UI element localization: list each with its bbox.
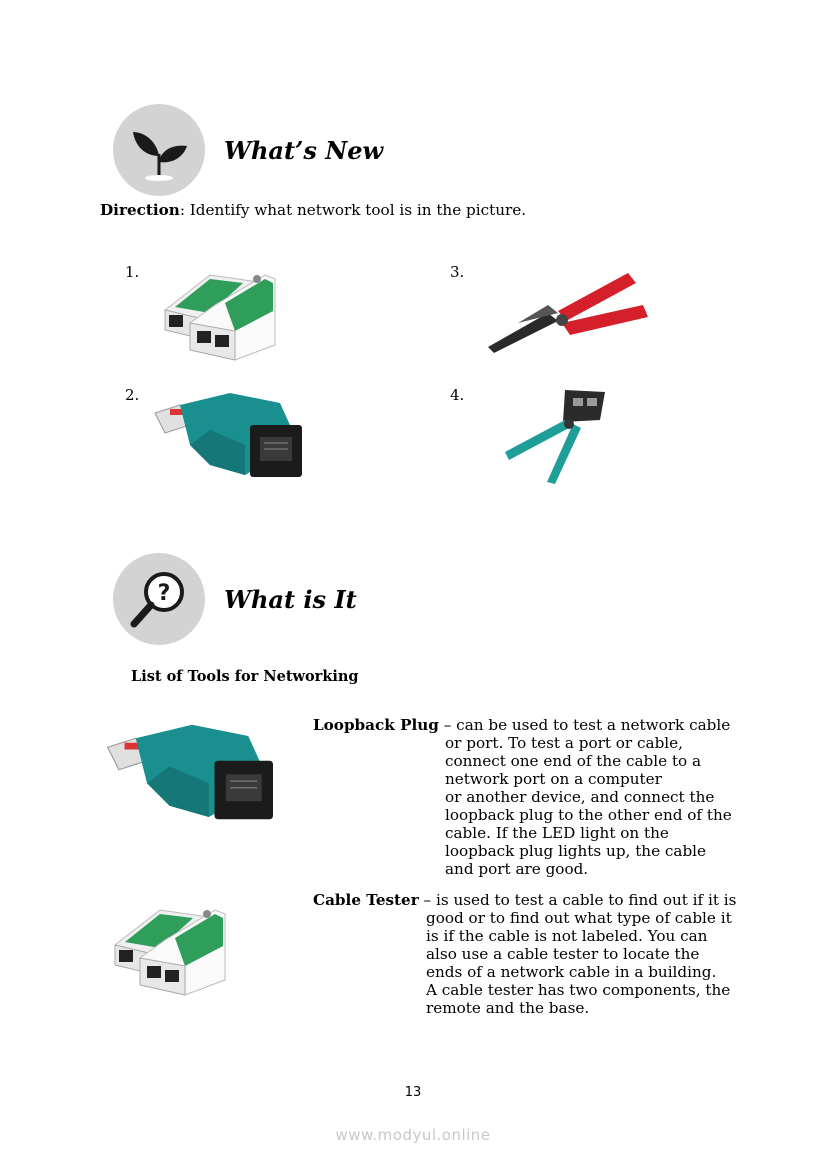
loopback-line: loopback plug to the other end of the (445, 806, 732, 824)
magnifier-question-icon (126, 566, 192, 632)
direction-label: Direction (100, 201, 180, 219)
item-number-4: 4. (450, 386, 465, 404)
sprout-icon (127, 118, 191, 182)
loopback-term: Loopback Plug (313, 716, 439, 734)
loopback-line: cable. If the LED light on the (445, 824, 669, 842)
cable-tester-term: Cable Tester (313, 891, 419, 909)
cable-tester-image-2 (105, 900, 265, 1004)
loopback-line: loopback plug lights up, the cable (445, 842, 707, 860)
cable-tester-continuation (313, 909, 736, 1017)
whats-new-badge (113, 104, 205, 196)
loopback-line: or port. To test a port or cable, (445, 734, 683, 752)
item-number-3: 3. (450, 263, 465, 281)
item-number-2: 2. (125, 386, 140, 404)
cable-tester-line: is if the cable is not labeled. You can (426, 927, 708, 945)
page-number: 13 (404, 1085, 422, 1100)
cable-tester-image-1 (155, 265, 315, 369)
loopback-continuation (313, 734, 732, 878)
item-number-1: 1. (125, 263, 140, 281)
list-heading: List of Tools for Networking (131, 668, 359, 685)
cable-tester-line: A cable tester has two components, the (426, 981, 731, 999)
loopback-line: and port are good. (445, 860, 589, 878)
what-is-it-badge (113, 553, 205, 645)
svg-text:?: ? (157, 581, 171, 606)
cable-tester-first-line: Cable Tester – is used to test a cable to find out if it is (313, 891, 737, 909)
loopback-description (313, 716, 732, 878)
cable-tester-line: also use a cable tester to locate the (426, 945, 700, 963)
crimping-tool-image (495, 380, 615, 494)
loopback-first-line: Loopback Plug – can be used to test a network cable (313, 716, 731, 734)
cable-tester-line: ends of a network cable in a building. (426, 963, 717, 981)
direction-text: : Identify what network tool is in the picture. (179, 201, 527, 219)
watermark: www.modyul.online (335, 1126, 491, 1144)
cable-tester-line: remote and the base. (426, 999, 590, 1017)
whats-new-title: What’s New (224, 136, 384, 165)
loopback-plug-image-2 (102, 712, 282, 836)
loopback-line: network port on a computer (445, 770, 662, 788)
cable-tester-line: good or to find out what type of cable it (426, 909, 732, 927)
direction-line (100, 201, 526, 219)
loopback-line: connect one end of the cable to a (445, 752, 702, 770)
wire-stripper-image (478, 265, 658, 364)
what-is-it-title: What is It (224, 585, 357, 614)
loopback-line: or another device, and connect the (445, 788, 715, 806)
loopback-plug-image-1 (150, 385, 310, 489)
cable-tester-description (313, 891, 736, 1017)
